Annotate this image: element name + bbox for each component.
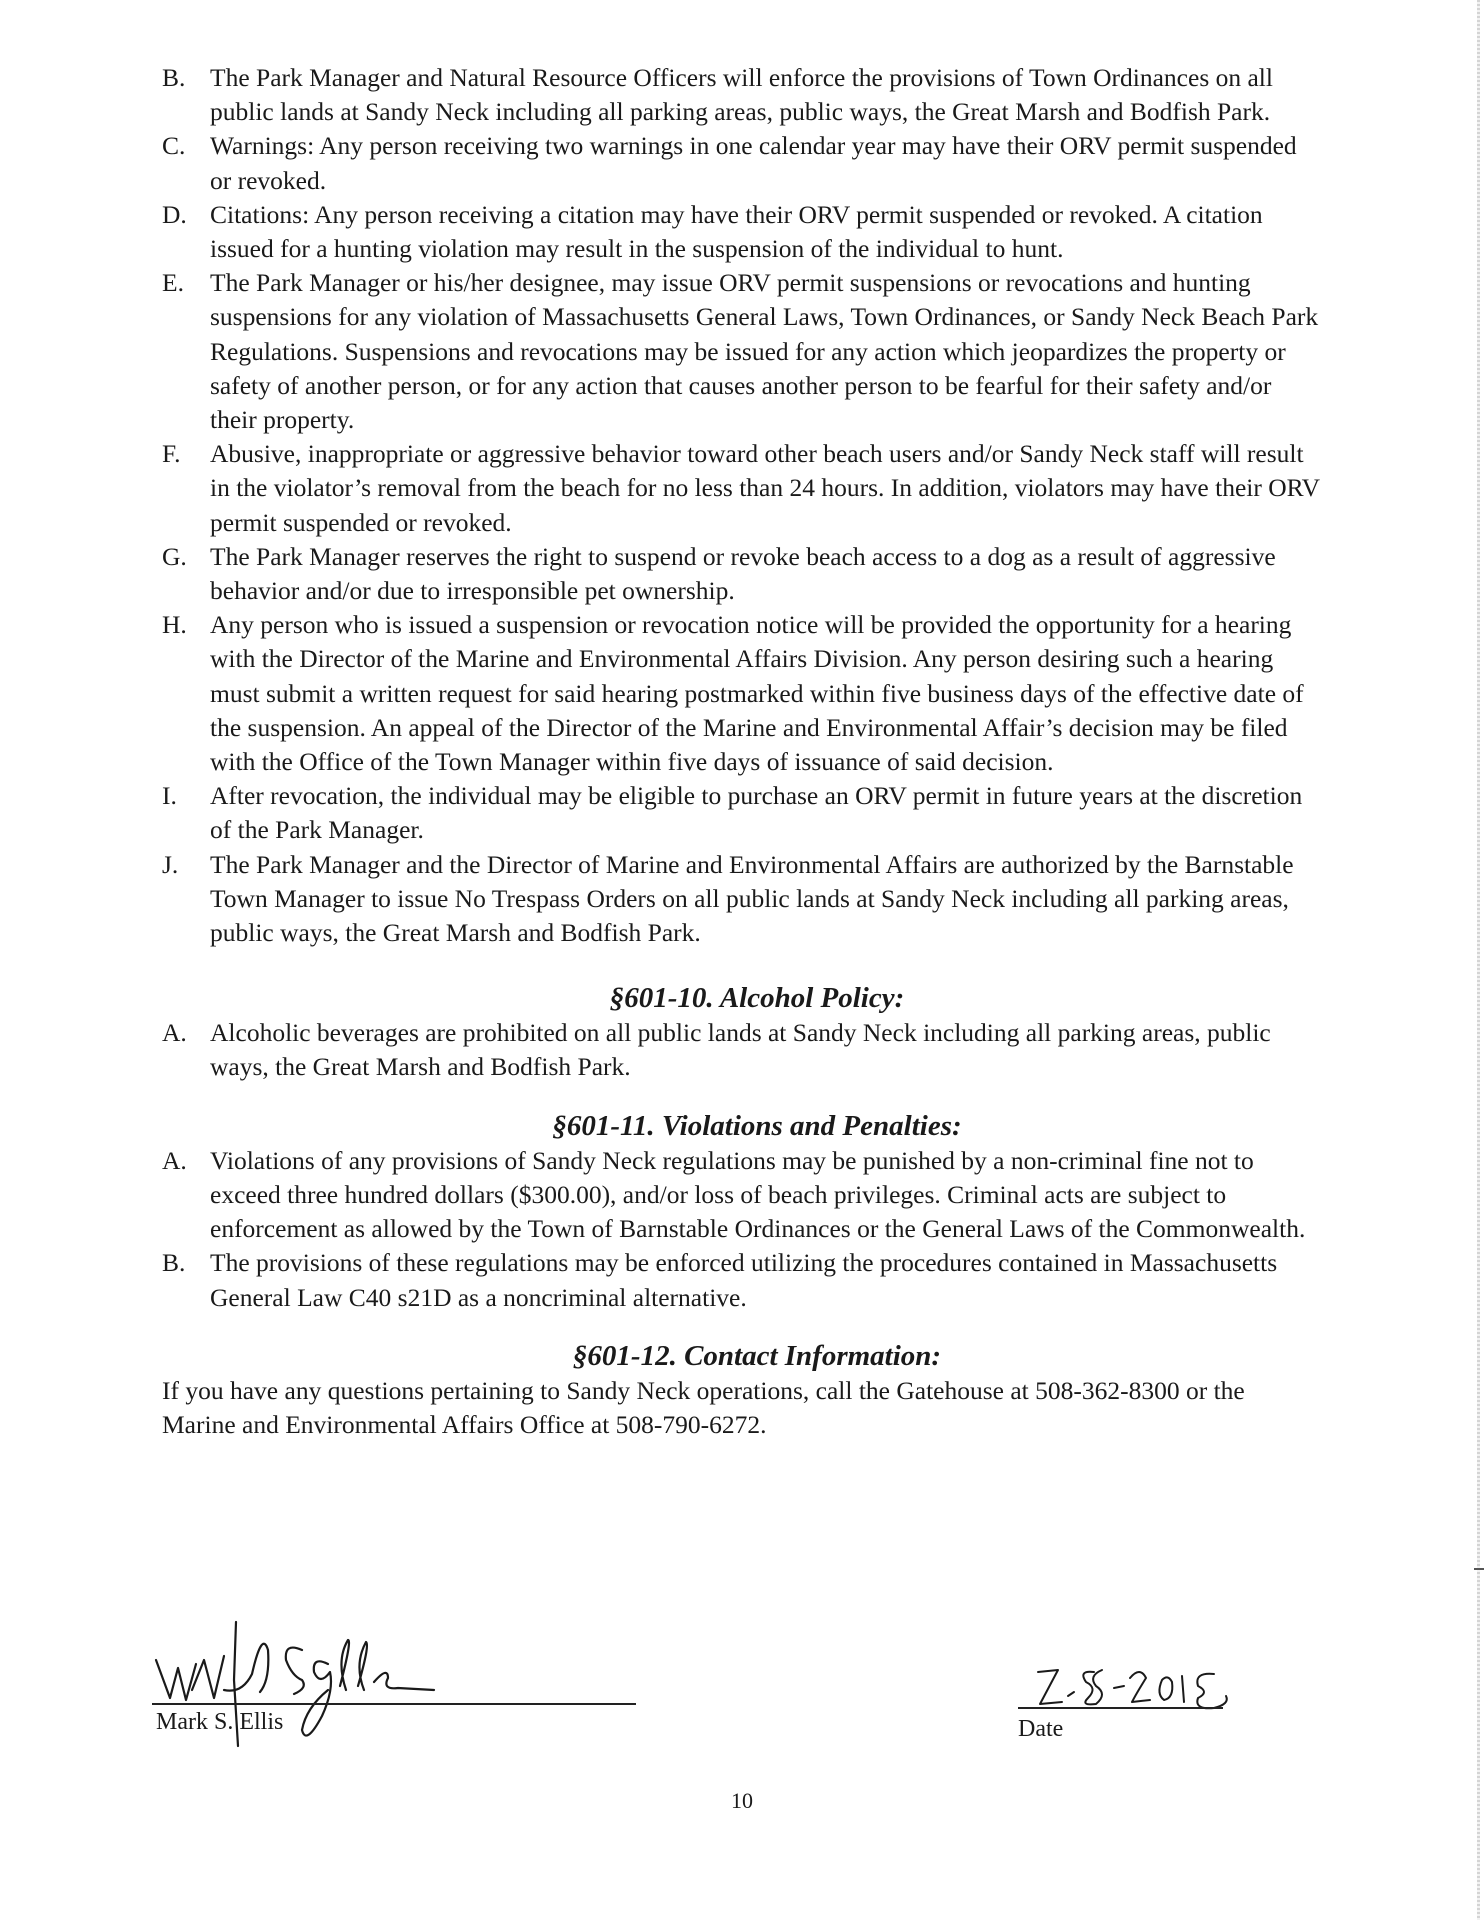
contact-paragraph: If you have any questions pertaining to Sandy Neck operations, call the Gatehouse at 508-362-8300 or the Marine and Environmental Affairs Office at 508-790-6272. <box>162 1375 1245 1439</box>
section-heading: §601-11. Violations and Penalties: <box>552 1109 962 1142</box>
document-body <box>162 61 1322 1442</box>
list-item <box>162 1144 1322 1247</box>
item-text: Any person who is issued a suspension or revocation notice will be provided the opportunity for a hearing with the Director of the Marine and Environmental Affairs Division. Any person desiring such a hearing must submit a written request for said hearing postmarked within five business days of the effective date of the suspension. An appeal of the Director of the Marine and Environmental Affair’s decision may be filed with the Office of the Town Manager within five days of issuance of said decision. <box>210 610 1304 777</box>
list-item <box>162 266 1322 437</box>
item-text: Warnings: Any person receiving two warnings in one calendar year may have their ORV permit suspended or revoked. <box>210 131 1297 195</box>
item-text: Abusive, inappropriate or aggressive behavior toward other beach users and/or Sandy Neck staff will result in the violator’s removal from the beach for no less than 24 hours. In addition, violators may have their ORV permit suspended or revoked. <box>210 439 1320 537</box>
item-text: The Park Manager and Natural Resource Officers will enforce the provisions of Town Ordinances on all public lands at Sandy Neck including all parking areas, public ways, the Great Marsh and Bodfish Park. <box>210 63 1273 127</box>
item-letter: A. <box>162 1018 187 1048</box>
item-text: The Park Manager reserves the right to suspend or revoke beach access to a dog as a result of aggressive behavior and/or due to irresponsible pet ownership. <box>210 541 1276 606</box>
item-letter: I. <box>162 781 177 811</box>
item-letter: H. <box>162 610 187 640</box>
section-violations-penalties <box>162 1108 1322 1315</box>
list-item <box>162 1246 1322 1314</box>
section-heading: §601-12. Contact Information: <box>572 1339 942 1372</box>
item-text: After revocation, the individual may be eligible to purchase an ORV permit in future years at the discretion of the Park Manager. <box>210 781 1303 845</box>
item-letter: F. <box>162 439 181 469</box>
scan-edge-tick <box>1474 1568 1484 1570</box>
list-item <box>162 61 1322 129</box>
item-text: The provisions of these regulations may be enforced utilizing the procedures contained in Massachusetts General Law C40 s21D as a noncriminal alternative. <box>210 1248 1278 1312</box>
section-heading: §601-10. Alcohol Policy: <box>609 982 905 1015</box>
item-letter: D. <box>162 199 187 229</box>
item-letter: E. <box>162 268 184 298</box>
list-item <box>162 1016 1322 1084</box>
item-letter: A. <box>162 1145 187 1175</box>
list-item <box>162 608 1322 779</box>
scan-edge-artifact <box>1477 0 1480 1920</box>
item-letter: C. <box>162 131 186 161</box>
item-text: The Park Manager and the Director of Marine and Environmental Affairs are authorized by the Barnstable Town Manager to issue No Trespass Orders on all public lands at Sandy Neck including all parking areas, public ways, the Great Marsh and Bodfish Park. <box>210 849 1294 948</box>
section-contact-information <box>162 1338 1322 1442</box>
item-letter: G. <box>162 541 187 571</box>
list-item <box>162 848 1322 951</box>
date-label: Date <box>1018 1716 1064 1742</box>
page-number: 10 <box>731 1788 753 1813</box>
list-item <box>162 198 1322 266</box>
item-text: Citations: Any person receiving a citation may have their ORV permit suspended or revoked. A citation issued for a hunting violation may result in the suspension of the individual to hunt. <box>210 199 1263 264</box>
signer-name: Mark S. Ellis <box>156 1709 284 1735</box>
enforcement-list <box>162 61 1322 950</box>
list-item <box>162 540 1322 608</box>
item-text: The Park Manager or his/her designee, may issue ORV permit suspensions or revocations and hunting suspensions for any violation of Massachusetts General Laws, Town Ordinances, or Sandy Neck Beach Park Regulations. Suspensions and revocations may be issued for any action which jeopardizes the property or safety of another person, or for any action that causes another person to be fearful for their safety and/or their property. <box>210 268 1319 435</box>
handwritten-date <box>1018 1658 1248 1718</box>
list-item <box>162 437 1322 540</box>
item-letter: B. <box>162 1248 186 1278</box>
item-letter: J. <box>162 849 179 879</box>
item-text: Alcoholic beverages are prohibited on all public lands at Sandy Neck including all parking areas, public ways, the Great Marsh and Bodfish Park. <box>210 1018 1271 1082</box>
date-line <box>1018 1707 1223 1709</box>
list-item <box>162 129 1322 197</box>
item-letter: B. <box>162 63 186 92</box>
section-alcohol-policy <box>162 980 1322 1084</box>
list-item <box>162 779 1322 847</box>
item-text: Violations of any provisions of Sandy Neck regulations may be punished by a non-criminal fine not to exceed three hundred dollars ($300.00), and/or loss of beach privileges. Criminal acts are subject to enforcement as allowed by the Town of Barnstable Ordinances or the General Laws of the Commonwealth. <box>210 1145 1306 1244</box>
